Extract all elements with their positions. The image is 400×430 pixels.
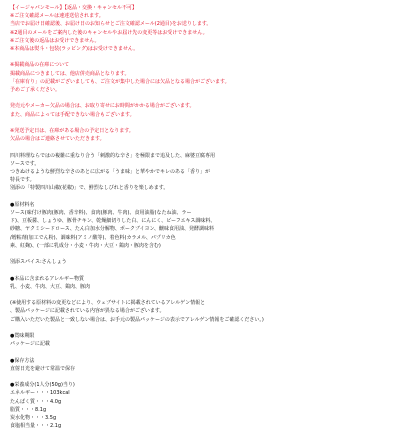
text-line: 別添スパイス:さんしょう (10, 259, 67, 266)
notice-line: ※本商品は熨斗・包装(ラッピング)はお受けできません。 (10, 46, 139, 53)
notice-line: また、商品によっては手配できない場合もございます。 (10, 111, 135, 118)
text-line: 、製品パッケージに記載されている内容が異なる場合がございます。 (10, 308, 165, 315)
text-line: ソース(味付け豚肉(豚肉、香辛料)、食肉(豚肉、牛肉)、食用油脂(なたね油、ラー (10, 210, 192, 216)
text-line: パッケージに記載 (10, 341, 50, 348)
paragraph-gap (10, 193, 390, 201)
info-block (10, 299, 390, 324)
notice-line: ※ご注文後の返品はお受けできません。 (10, 37, 100, 44)
paragraph-gap (10, 250, 390, 258)
text-line: ●栄養成分(1人分(50g)当り) (10, 382, 75, 389)
paragraph-gap (10, 348, 390, 356)
notice-line: 当店でお届け日確認後、お届け日のお知らせとご注文確認メール(2通目)をお送りします。 (10, 21, 212, 28)
text-line: /増粘剤(加工でん粉)、調味料(アミノ酸等)、着色料(カラメル、パプリカ色 (10, 234, 176, 241)
text-line: ド)、豆板醤、しょうゆ、豚骨チキン、乾燥細切りした白、にんにく、ビーフエキス調味料、 (10, 218, 216, 225)
paragraph-gap (10, 119, 390, 127)
info-block (10, 258, 390, 266)
info-block (10, 332, 390, 348)
notice-block (10, 127, 390, 143)
notice-line: ※2通目のメールをご案内した後のキャンセルやお届け先の変更等はお受けできません。 (10, 29, 208, 36)
text-line: ソースです。 (10, 160, 40, 167)
paragraph-gap (10, 324, 390, 332)
text-line: (※使用する原材料の変更などにより、ウェブサイトに掲載されているアレルゲン情報と (10, 300, 206, 307)
notice-line: ※ご注文確認メールは速達送信されます。 (10, 13, 104, 20)
text-line: 四川料理ならではの複雑に重なり合う「刺激的な辛さ」を極限まで追及した、麻婆豆腐専用 (10, 152, 215, 159)
paragraph-gap (10, 266, 390, 274)
notice-line: 欠品の場合はご連絡させていただきます。 (10, 136, 105, 143)
notice-line: 掲載商品につきましては、他店併売商品となります。 (10, 70, 130, 77)
paragraph-gap (10, 53, 390, 61)
text-line: つきぬけるような鮮烈な辛さのあとに広がる「うま味」と華やかでキレのある「香り」が (10, 169, 210, 175)
notice-block (10, 4, 390, 53)
text-line: ●本品に含まれるアレルギー物質 (10, 275, 85, 282)
info-block (10, 152, 390, 193)
notice-line (10, 94, 390, 102)
text-line: ご購入いただいた製品と一致しない場合は、お手元の製品パッケージの表示でアレルゲン情報をご確認ください。) (10, 316, 264, 323)
info-block (10, 381, 390, 430)
notice-line: 【イージャパンモール】【返品・交換・キャンセル不可】 (10, 5, 138, 11)
text-line: 砂糖、ヤクミシードロース、たん白加水分解物、ポークブイヨン、醸味食用油、発酵調味料 (10, 226, 215, 233)
info-block (10, 201, 390, 250)
text-line: 食塩相当量・・・2.1g (10, 423, 62, 430)
notice-line: ※発送予定日は、在庫がある場合の予定日となります。 (10, 128, 134, 134)
notice-line: 予めご了承ください。 (10, 87, 61, 94)
notice-block (10, 61, 390, 118)
text-line: ●保存方法 (10, 357, 35, 364)
info-block (10, 275, 390, 291)
notice-line: 「在庫有り」の記載がございましても、ご注文が集中した場合には欠品となる場合がございます。 (10, 78, 230, 85)
text-line: エネルギー・・・103kcal (10, 390, 70, 397)
text-line: ●賞味期限 (10, 332, 35, 339)
text-line: たんぱく質・・・4.0g (10, 398, 62, 405)
text-line: 直射日光を避けて常温で保存 (10, 365, 76, 372)
text-line: 特長です。 (10, 177, 35, 184)
paragraph-gap (10, 291, 390, 299)
text-line: 別添の「特製四川山椒(花椒)」で、鮮烈なしびれと香りを楽しめます。 (10, 185, 169, 192)
paragraph-gap (10, 373, 390, 381)
notice-line: ※掲載商品の在庫について (10, 62, 70, 69)
text-line: 炭水化物・・・3.5g (10, 414, 57, 421)
text-line: 素、紅麹)、(一部に乳成分・小麦・牛肉・大豆・鶏肉・豚肉を含む) (10, 242, 161, 249)
paragraph-gap (10, 143, 390, 151)
text-line: ●原材料名 (10, 201, 35, 208)
info-block (10, 357, 390, 373)
notice-line: 発売元やメーカー欠品の場合は、お取り寄せにお時間がかかる場合がございます。 (10, 103, 195, 110)
text-line: 乳、小麦、牛肉、大豆、鶏肉、豚肉 (10, 283, 91, 290)
text-line: 脂質・・・8.1g (10, 406, 47, 413)
